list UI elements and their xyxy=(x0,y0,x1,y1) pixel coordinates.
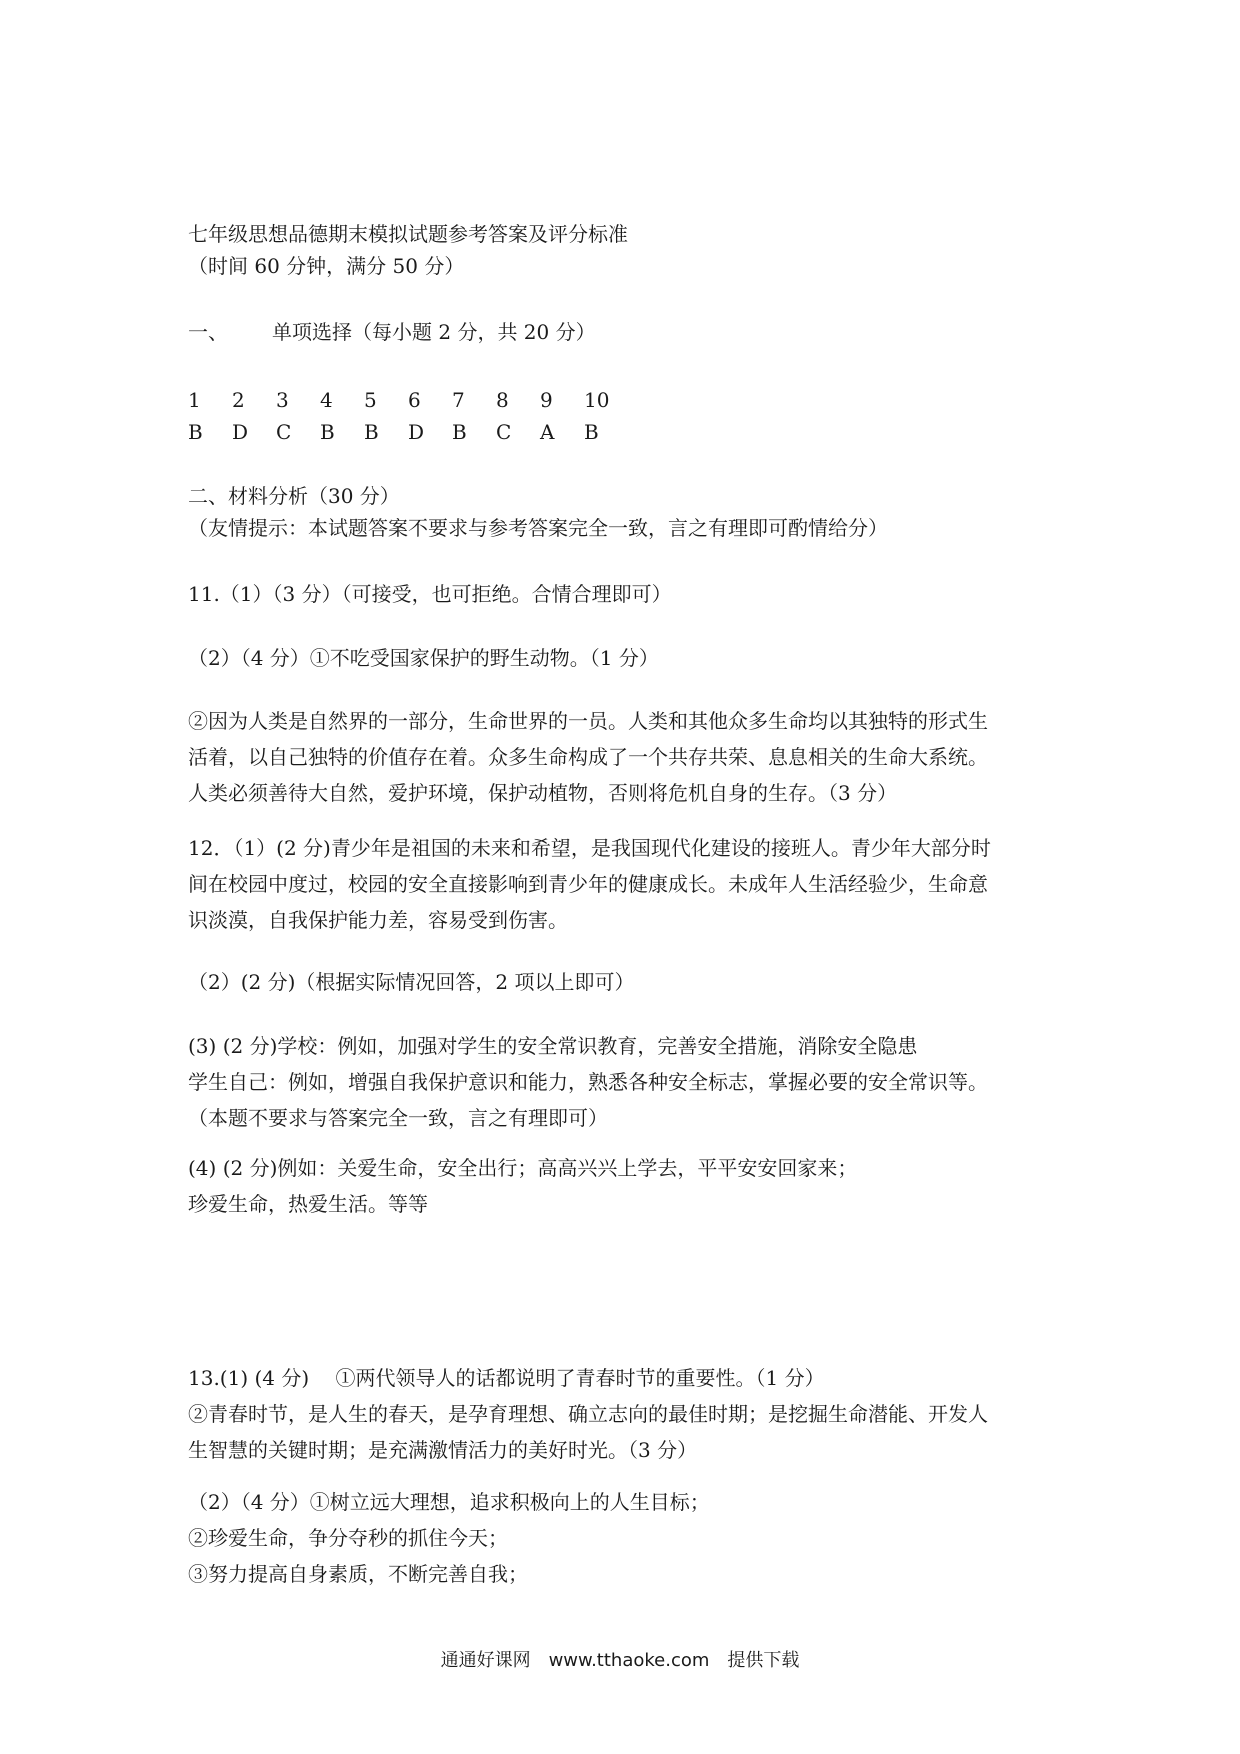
section1-title: 单项选择（每小题 2 分，共 20 分） xyxy=(272,320,596,344)
paragraph-line: ②青春时节，是人生的春天，是孕育理想、确立志向的最佳时期；是挖掘生命潜能、开发人 xyxy=(188,1402,988,1426)
question-number: 10 xyxy=(584,388,610,412)
paragraph-line: 间在校园中度过，校园的安全直接影响到青少年的健康成长。未成年人生活经验少，生命意 xyxy=(188,872,988,896)
answer-letter: C xyxy=(276,420,292,444)
q13-part2 xyxy=(188,1484,1068,1592)
paragraph-line: （2）（4 分）①树立远大理想，追求积极向上的人生目标； xyxy=(188,1490,710,1514)
answer-letter: B xyxy=(452,420,467,444)
question-number: 5 xyxy=(364,388,377,412)
q12-part1 xyxy=(188,830,1068,938)
question-number: 8 xyxy=(496,388,509,412)
section2-title: 二、材料分析（30 分） xyxy=(188,484,400,508)
answer-letter: B xyxy=(364,420,379,444)
question-number: 4 xyxy=(320,388,333,412)
paragraph-line: (3) (2 分)学校：例如，加强对学生的安全常识教育，完善安全措施，消除安全隐患 xyxy=(188,1034,918,1058)
paragraph-line: 学生自己：例如，增强自我保护意识和能力，熟悉各种安全标志，掌握必要的安全常识等。 xyxy=(188,1070,988,1094)
answer-letter: C xyxy=(496,420,512,444)
section1-number: 一、 xyxy=(188,320,228,344)
q11-part1: 11.（1）（3 分）（可接受，也可拒绝。合情合理即可） xyxy=(188,582,672,606)
paragraph-line: 珍爱生命，热爱生活。等等 xyxy=(188,1192,428,1216)
paragraph-line: ②因为人类是自然界的一部分，生命世界的一员。人类和其他众多生命均以其独特的形式生 xyxy=(188,709,988,733)
q11-part2: （2）（4 分）①不吃受国家保护的野生动物。（1 分） xyxy=(188,646,659,670)
q12-part4 xyxy=(188,1150,1068,1222)
section2-hint: （友情提示：本试题答案不要求与参考答案完全一致，言之有理即可酌情给分） xyxy=(188,516,888,540)
answer-letter: D xyxy=(408,420,425,444)
paragraph-line: ②珍爱生命，争分夺秒的抓住今天； xyxy=(188,1526,508,1550)
page-footer: 通通好课网 www.tthaoke.com 提供下载 xyxy=(440,1650,800,1671)
document-subtitle: （时间 60 分钟，满分 50 分） xyxy=(188,254,465,278)
question-number: 1 xyxy=(188,388,201,412)
q12-part2: （2）(2 分)（根据实际情况回答，2 项以上即可） xyxy=(188,970,635,994)
question-number: 3 xyxy=(276,388,289,412)
paragraph-line: 识淡漠，自我保护能力差，容易受到伤害。 xyxy=(188,908,568,932)
answer-letter: A xyxy=(540,420,555,444)
q13-part1 xyxy=(188,1360,1068,1468)
answer-row xyxy=(188,416,628,448)
answer-letter: D xyxy=(232,420,249,444)
question-number: 9 xyxy=(540,388,553,412)
paragraph-line: 活着，以自己独特的价值存在着。众多生命构成了一个共存共荣、息息相关的生命大系统。 xyxy=(188,745,988,769)
paragraph-line: （本题不要求与答案完全一致，言之有理即可） xyxy=(188,1106,608,1130)
paragraph-line: 生智慧的关键时期；是充满激情活力的美好时光。（3 分） xyxy=(188,1438,698,1462)
paragraph-line: 13.(1) (4 分) ①两代领导人的话都说明了青春时节的重要性。（1 分） xyxy=(188,1366,825,1390)
answer-letter: B xyxy=(584,420,599,444)
q12-part3 xyxy=(188,1028,1068,1136)
answer-letter: B xyxy=(320,420,335,444)
q11-part2-explanation xyxy=(188,703,1068,811)
question-number: 6 xyxy=(408,388,421,412)
paragraph-line: (4) (2 分)例如：关爱生命，安全出行；高高兴兴上学去，平平安安回家来； xyxy=(188,1156,858,1180)
document-title: 七年级思想品德期末模拟试题参考答案及评分标准 xyxy=(188,222,628,246)
question-number: 2 xyxy=(232,388,245,412)
question-number-row xyxy=(188,384,628,416)
answer-key-table xyxy=(188,384,628,448)
paragraph-line: 12．（1）(2 分)青少年是祖国的未来和希望，是我国现代化建设的接班人。青少年大部分时 xyxy=(188,836,991,860)
paragraph-line: 人类必须善待大自然，爱护环境，保护动植物，否则将危机自身的生存。（3 分） xyxy=(188,781,898,805)
answer-letter: B xyxy=(188,420,203,444)
question-number: 7 xyxy=(452,388,465,412)
paragraph-line: ③努力提高自身素质，不断完善自我； xyxy=(188,1562,528,1586)
